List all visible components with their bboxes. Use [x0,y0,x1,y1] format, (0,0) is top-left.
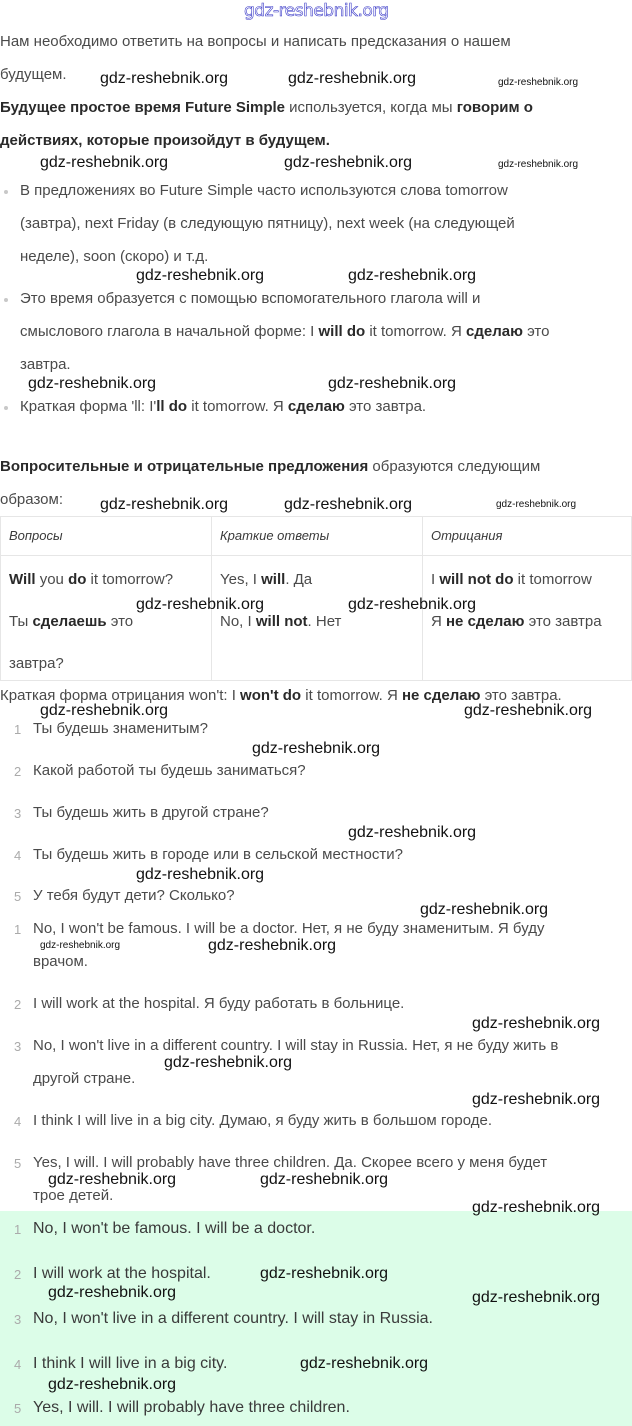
text: это завтра. [344,398,427,415]
list-number: 1 [14,922,22,937]
watermark: gdz-reshebnik.org [40,940,121,951]
text: it tomorrow [513,571,592,588]
list-item: No, I won't live in a different country. I will stay in Russia. Нет, я не буду жить в [33,1037,559,1054]
list-number: 2 [14,997,22,1012]
bullet-2-line-1: Это время образуется с помощью вспомогательного глагола will и [20,290,481,307]
definition-line-1 [0,91,533,124]
bold-text: сделаю [466,323,523,340]
watermark: gdz-reshebnik.org [100,70,229,87]
watermark: gdz-reshebnik.org [260,1171,389,1188]
watermark: gdz-reshebnik.org [284,496,413,513]
bullet-1-line-2: (завтра), next Friday (в следующую пятницу), next week (на следующей [20,215,515,232]
text: Краткая форма 'll: I' [20,398,157,415]
bold-text: will do [318,323,366,340]
definition-bold: Будущее простое время Future Simple [0,99,286,116]
bold-text: do [68,571,87,588]
list-number: 3 [14,1039,22,1054]
text: образуются следующим [368,458,541,475]
bold-text: сделаю [287,398,345,415]
text: it tomorrow? [86,571,174,588]
bullet-2-line-3: завтра. [20,356,71,373]
list-item: Какой работой ты будешь заниматься? [33,762,306,779]
watermark: gdz-reshebnik.org [498,77,579,88]
watermark: gdz-reshebnik.org [472,1015,601,1032]
table-header: Вопросы [1,517,212,556]
watermark: gdz-reshebnik.org [252,740,381,757]
bold-text: не сделаю [401,687,481,704]
text: это завтра [524,613,602,630]
watermark: gdz-reshebnik.org [348,267,477,284]
list-number: 2 [14,1267,22,1282]
text: Yes, I [220,571,262,588]
watermark: gdz-reshebnik.org [496,499,577,510]
watermark: gdz-reshebnik.org [100,496,229,513]
text: . Нет [307,613,342,630]
watermark: gdz-reshebnik.org [472,1091,601,1108]
bold-text: ll do [156,398,188,415]
site-logo[interactable]: gdz-reshebnik.org [244,1,389,21]
list-item: Ты будешь жить в другой стране? [33,804,269,821]
watermark: gdz-reshebnik.org [300,1355,429,1372]
watermark: gdz-reshebnik.org [136,596,265,613]
list-number: 5 [14,889,22,904]
watermark: gdz-reshebnik.org [136,866,265,883]
watermark: gdz-reshebnik.org [48,1376,177,1393]
list-item: Ты будешь знаменитым? [33,720,208,737]
watermark: gdz-reshebnik.org [164,1054,293,1071]
watermark: gdz-reshebnik.org [348,596,477,613]
watermark: gdz-reshebnik.org [40,702,169,719]
bold-text: Will [9,571,36,588]
text: you [35,571,69,588]
watermark: gdz-reshebnik.org [48,1171,177,1188]
watermark: gdz-reshebnik.org [40,154,169,171]
list-item: I think I will live in a big city. [33,1355,228,1372]
text: Я [431,613,446,630]
watermark: gdz-reshebnik.org [260,1265,389,1282]
watermark: gdz-reshebnik.org [284,154,413,171]
list-number: 5 [14,1156,22,1171]
text: Ты [9,613,33,630]
watermark: gdz-reshebnik.org [328,375,457,392]
intro-line-1: Нам необходимо ответить на вопросы и написать предсказания о нашем [0,33,511,50]
watermark: gdz-reshebnik.org [288,70,417,87]
list-item: Yes, I will. I will probably have three children. Да. Скорее всего у меня будет [33,1154,548,1171]
table-row [1,556,632,681]
watermark: gdz-reshebnik.org [472,1289,601,1306]
bullet-dot-icon [4,190,8,194]
text: it tomorrow. Я [187,398,288,415]
bold-text: will [261,571,286,588]
text: Краткая форма отрицания won't: I [0,687,241,704]
text: it tomorrow. Я [365,323,467,340]
watermark: gdz-reshebnik.org [48,1284,177,1301]
text: это [522,323,550,340]
text: смыслового глагола в начальной форме: I [20,323,319,340]
list-item: I think I will live in a big city. Думаю, я буду жить в большом городе. [33,1112,493,1129]
grammar-table [0,516,632,681]
list-number: 3 [14,1312,22,1327]
watermark: gdz-reshebnik.org [472,1199,601,1216]
list-number: 5 [14,1401,22,1416]
watermark: gdz-reshebnik.org [348,824,477,841]
list-item-continued: другой стране. [33,1070,136,1087]
text: это завтра. [480,687,562,704]
watermark: gdz-reshebnik.org [136,267,265,284]
table-cell-questions [1,556,212,681]
bullet-3-line-1 [20,390,426,423]
list-number: 2 [14,764,22,779]
table-cell-negations [423,556,632,681]
bold-text: will not [255,613,308,630]
list-item-continued: врачом. [33,953,88,970]
watermark: gdz-reshebnik.org [464,702,593,719]
text: . Да [285,571,313,588]
list-item: У тебя будут дети? Сколько? [33,887,235,904]
list-number: 4 [14,848,22,863]
bullet-1-line-3: неделе), soon (скоро) и т.д. [20,248,209,265]
intro-line-2: будущем. [0,66,67,83]
list-item-continued: трое детей. [33,1187,114,1204]
bold-text: не сделаю [446,613,525,630]
table-header-row [1,517,632,556]
bullet-dot-icon [4,406,8,410]
list-item: I will work at the hospital. Я буду работать в больнице. [33,995,405,1012]
list-item: No, I won't be famous. I will be a doctor. Нет, я не буду знаменитым. Я буду [33,920,545,937]
list-number: 1 [14,722,22,737]
watermark: gdz-reshebnik.org [208,937,337,954]
bold-text: сделаешь [32,613,107,630]
bullet-dot-icon [4,298,8,302]
bold-text: will not do [439,571,514,588]
list-number: 3 [14,806,22,821]
list-item: I will work at the hospital. [33,1265,211,1282]
text: это [106,613,134,630]
definition-bold-2: говорим о [456,99,533,116]
table-header: Отрицания [423,517,632,556]
table-header: Краткие ответы [212,517,423,556]
list-item: Ты будешь жить в городе или в сельской местности? [33,846,403,863]
list-number: 1 [14,1222,22,1237]
bold-text: won't do [240,687,302,704]
questions-intro-line-2: образом: [0,491,63,508]
watermark: gdz-reshebnik.org [420,901,549,918]
list-number: 4 [14,1357,22,1372]
bullet-2-line-2 [20,315,549,348]
list-item: No, I won't live in a different country. I will stay in Russia. [33,1310,433,1327]
definition-line-2: действиях, которые произойдут в будущем. [0,132,330,149]
bullet-1-line-1: В предложениях во Future Simple часто используются слова tomorrow [20,182,508,199]
definition-text: используется, когда мы [285,99,457,116]
list-item: No, I won't be famous. I will be a doctor. [33,1220,316,1237]
bold-text: Вопросительные и отрицательные предложения [0,458,369,475]
watermark: gdz-reshebnik.org [28,375,157,392]
text: No, I [220,613,256,630]
list-number: 4 [14,1114,22,1129]
text: I [431,571,440,588]
text: it tomorrow. Я [301,687,402,704]
watermark: gdz-reshebnik.org [498,159,579,170]
list-item: Yes, I will. I will probably have three children. [33,1399,350,1416]
questions-intro-line-1 [0,450,540,483]
text: завтра? [9,655,64,672]
table-cell-short-answers [212,556,423,681]
